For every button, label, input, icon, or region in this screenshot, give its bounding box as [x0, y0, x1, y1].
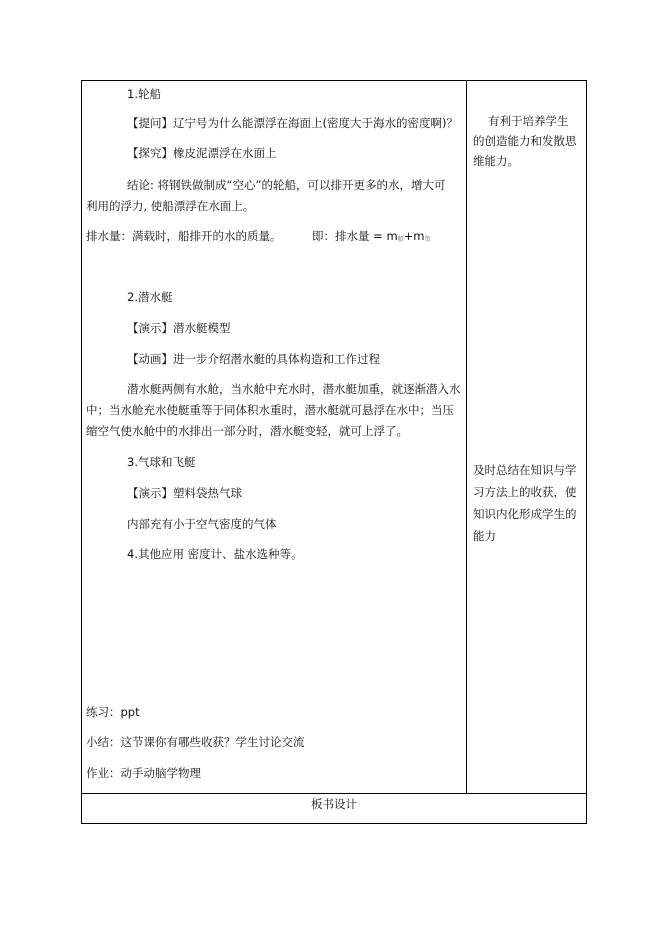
section-1-heading: 1.轮船: [127, 87, 161, 101]
side-note-1-line-1: 有利于培养学生: [488, 114, 569, 128]
displacement-formula: 即：排水量 = m船+m货: [312, 229, 431, 243]
column-divider: [466, 80, 467, 794]
homework-line: 作业：动手动脑学物理: [86, 766, 201, 780]
practice-line: 练习：ppt: [86, 705, 140, 719]
footer-divider: [81, 793, 587, 794]
side-note-1-line-2: 的创造能力和发散思: [473, 134, 577, 148]
section-3-demo: 【演示】塑料袋热气球: [127, 486, 242, 500]
board-design-title: 板书设计: [311, 797, 357, 811]
section-1-explore: 【探究】橡皮泥漂浮在水面上: [127, 146, 277, 160]
section-2-heading: 2.潜水艇: [127, 290, 173, 304]
displacement-definition: 排水量：满载时，船排开的水的质量。: [86, 229, 282, 243]
side-note-2-line-1: 及时总结在知识与学: [473, 463, 577, 477]
section-3-description: 内部充有小于空气密度的气体: [127, 517, 277, 531]
section-2-paragraph-line-1: 潜水艇两侧有水舱，当水舱中充水时，潜水艇加重，就逐渐潜入水: [127, 382, 461, 396]
section-3-heading: 3.气球和飞艇: [127, 455, 196, 469]
side-note-1-line-3: 维能力。: [473, 154, 519, 168]
section-2-animation: 【动画】进一步介绍潜水艇的具体构造和工作过程: [127, 352, 380, 366]
summary-line: 小结：这节课你有哪些收获？学生讨论交流: [86, 735, 305, 749]
section-2-paragraph-line-2: 中；当水舱充水使艇重等于同体积水重时，潜水艇就可悬浮在水中；当压: [86, 403, 454, 417]
side-note-2-line-3: 知识内化形成学生的: [473, 507, 577, 521]
section-4-heading: 4.其他应用 密度计、盐水选种等。: [127, 547, 303, 561]
side-note-2-line-2: 习方法上的收获，使: [473, 485, 577, 499]
side-note-2-line-4: 能力: [473, 529, 496, 543]
section-2-demo: 【演示】潜水艇模型: [127, 321, 231, 335]
section-1-question: 【提问】辽宁号为什么能漂浮在海面上(密度大于海水的密度啊)？: [127, 116, 458, 130]
section-1-conclusion-line-1: 结论: 将钢铁做制成“空心”的轮船，可以排开更多的水，增大可: [127, 178, 446, 192]
section-1-conclusion-line-2: 利用的浮力, 使船漂浮在水面上。: [86, 199, 255, 213]
section-2-paragraph-line-3: 缩空气使水舱中的水排出一部分时，潜水艇变轻，就可上浮了。: [86, 424, 408, 438]
